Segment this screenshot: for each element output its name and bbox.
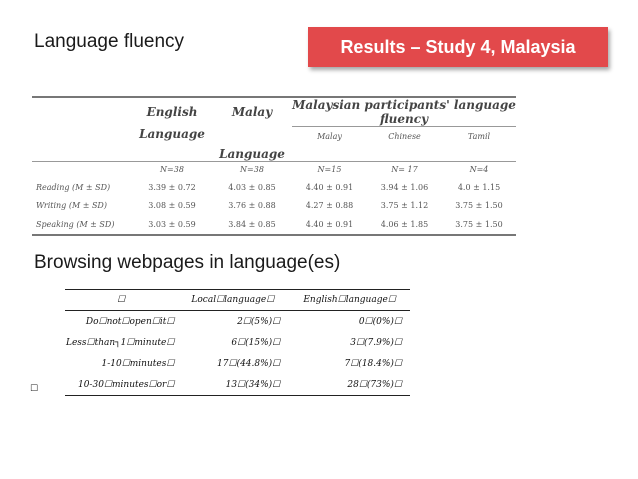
sub-chinese: Chinese xyxy=(388,132,421,142)
fluency-row-reading xyxy=(32,178,516,196)
cell-value: 6☐(15%)☐ xyxy=(231,337,281,348)
fluency-row-speaking xyxy=(32,214,516,234)
cell-value: 3.75 ± 1.12 xyxy=(380,200,429,210)
browsing-heading: Browsing webpages in language(es) xyxy=(34,252,341,273)
cell-value: 3.94 ± 1.06 xyxy=(380,182,429,192)
cell-value: 3.75 ± 1.50 xyxy=(455,219,503,229)
cell-value: 3.03 ± 0.59 xyxy=(148,219,196,229)
row-label: Less☐than┐1☐minute☐ xyxy=(66,337,175,348)
col-malay-2: Language xyxy=(212,147,292,162)
language-fluency-table xyxy=(32,96,516,236)
cell-value: 4.0 ± 1.15 xyxy=(457,182,501,192)
col-english-1: English xyxy=(146,105,198,120)
cell-value: 4.40 ± 0.91 xyxy=(305,219,354,229)
col-malay-1: Malay xyxy=(231,105,273,120)
col-group-header: Malaysian participants' language fluency xyxy=(292,98,516,126)
cell-value: 3.75 ± 1.50 xyxy=(455,200,503,210)
browsing-table xyxy=(65,289,410,396)
n-value: N=38 xyxy=(240,165,264,175)
results-title-badge: Results – Study 4, Malaysia xyxy=(308,27,608,67)
col-english-2: Language xyxy=(139,126,205,141)
row-label: 10-30☐minutes☐or☐ xyxy=(65,374,176,396)
cell-value: 2☐(5%)☐ xyxy=(237,316,281,327)
cell-value: 7☐(18.4%)☐ xyxy=(344,358,402,369)
cell-value: 3.08 ± 0.59 xyxy=(148,200,196,210)
n-value: N=38 xyxy=(160,165,184,175)
row-label: Reading (M ± SD) xyxy=(36,182,111,192)
cell-value: 0☐(0%)☐ xyxy=(358,316,402,327)
table-row xyxy=(65,311,410,333)
row-label: 1-10☐minutes☐ xyxy=(101,358,175,369)
n-value: N= 17 xyxy=(391,165,418,175)
cell-value: 3.39 ± 0.72 xyxy=(148,182,196,192)
sub-tamil: Tamil xyxy=(467,132,491,142)
n-value: N=15 xyxy=(317,165,342,175)
table-row xyxy=(65,374,410,396)
row-label: Writing (M ± SD) xyxy=(36,200,107,210)
table-row xyxy=(65,332,410,353)
language-fluency-heading: Language fluency xyxy=(34,31,185,52)
row-label: Do☐not☐open☐it☐ xyxy=(85,316,175,327)
cell-value: 3.76 ± 0.88 xyxy=(228,200,276,210)
sub-malay: Malay xyxy=(317,132,342,142)
header-cell: ☐ xyxy=(65,290,176,311)
cell-value: 4.27 ± 0.88 xyxy=(305,200,354,210)
cell-value: 3☐(7.9%)☐ xyxy=(350,337,402,348)
header-cell: Local☐language☐ xyxy=(176,290,288,311)
cell-value: 17☐(44.8%)☐ xyxy=(217,358,281,369)
header-cell: English☐language☐ xyxy=(288,290,410,311)
n-value: N=4 xyxy=(469,165,489,175)
fluency-row-writing xyxy=(32,196,516,214)
cell-value: 4.06 ± 1.85 xyxy=(380,219,429,229)
cell-value: 4.03 ± 0.85 xyxy=(228,182,276,192)
cell-value: 3.84 ± 0.85 xyxy=(228,219,276,229)
placeholder-glyph: ☐ xyxy=(30,384,39,394)
table-row xyxy=(65,353,410,374)
cell-value: 28☐(73%)☐ xyxy=(288,374,410,396)
row-label: Speaking (M ± SD) xyxy=(36,219,115,229)
cell-value: 4.40 ± 0.91 xyxy=(305,182,354,192)
cell-value: 13☐(34%)☐ xyxy=(176,374,288,396)
